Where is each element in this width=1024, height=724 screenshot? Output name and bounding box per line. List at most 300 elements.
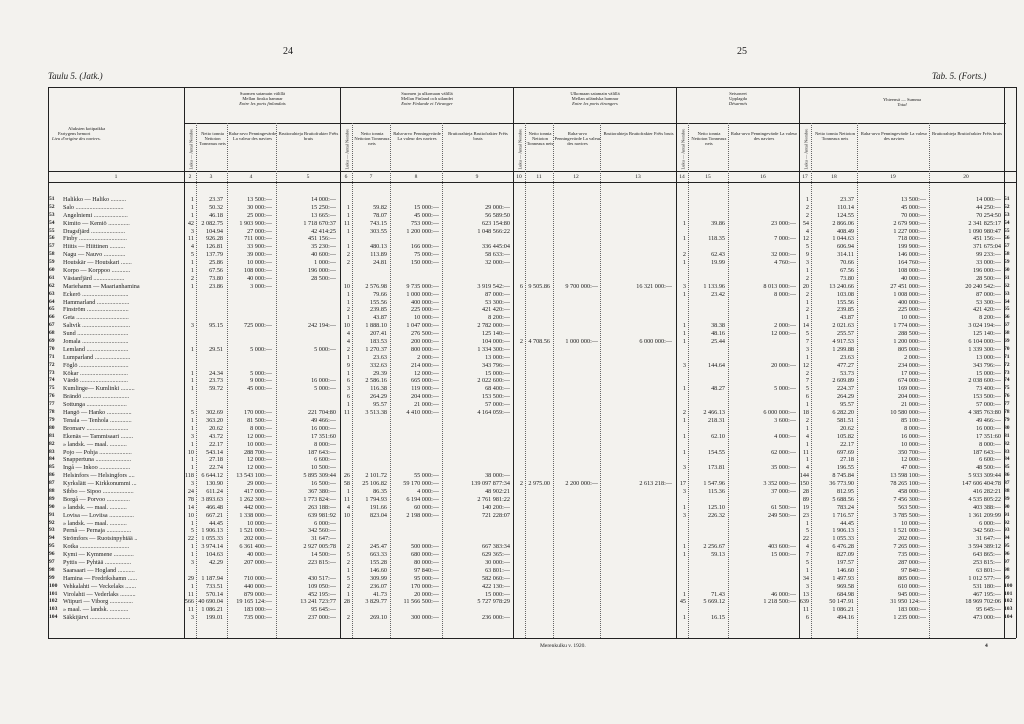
row-cell: 3 <box>682 487 686 495</box>
row-cell: 226.32 <box>707 511 725 519</box>
row-cell: 1 <box>682 290 686 298</box>
row-number-right: 86 <box>1004 472 1010 479</box>
row-place-name: Brändö .............................. <box>63 393 130 401</box>
row-cell: 5 895 309:44 <box>303 472 336 480</box>
row-cell: 1 521 000:— <box>239 527 272 535</box>
subheader-value: Raha-arvo Penningevärde La valeur des navires <box>393 131 441 142</box>
row-cell: 1 <box>190 282 194 290</box>
row-cell: 12 <box>802 235 809 243</box>
row-cell: 20.62 <box>209 424 223 432</box>
row-cell: 59 170 000:— <box>403 480 439 488</box>
row-number-right: 102 <box>1004 598 1013 605</box>
row-cell: 1 <box>682 448 686 456</box>
column-number: 3 <box>209 174 213 180</box>
row-cell: 1 <box>346 369 350 377</box>
row-number: 91 <box>49 511 55 518</box>
row-cell: 8 013 000:— <box>763 282 796 290</box>
row-place-name: Pernå — Pernaja ................ <box>63 527 132 535</box>
row-cell: 1 <box>190 424 194 432</box>
row-cell: 1 <box>805 353 809 361</box>
row-cell: 154.55 <box>707 448 725 456</box>
row-cell: 421 420:— <box>481 306 510 314</box>
row-cell: 5 <box>346 551 350 559</box>
table-row <box>48 559 1016 567</box>
column-number: 2 <box>188 174 192 180</box>
table-row <box>48 551 1016 559</box>
row-cell: 371 675:04 <box>972 243 1001 251</box>
column-number: 13 <box>635 174 641 180</box>
row-cell: 13 241 723:77 <box>300 598 336 606</box>
row-cell: 2 <box>519 338 523 346</box>
row-cell: 43.87 <box>840 314 854 322</box>
row-cell: 17 000:— <box>901 369 926 377</box>
row-cell: 1 <box>190 369 194 377</box>
row-cell: 9 735 000:— <box>406 282 439 290</box>
row-number: 58 <box>49 251 55 258</box>
row-cell: 118.35 <box>708 235 725 243</box>
row-cell: 10 500:— <box>311 464 336 472</box>
row-cell: 2 <box>346 345 350 353</box>
row-cell: 200 000:— <box>410 338 439 346</box>
row-number: 89 <box>49 495 55 502</box>
row-cell: 611.24 <box>206 487 223 495</box>
table-row <box>48 243 1016 251</box>
row-cell: 71.43 <box>711 590 725 598</box>
row-cell: 458 000:— <box>897 487 926 495</box>
row-cell: 146.60 <box>369 566 387 574</box>
table-row <box>48 291 1016 299</box>
row-cell: 11 <box>188 606 194 614</box>
row-cell: 1 000 000:— <box>565 338 598 346</box>
row-cell: 155.56 <box>836 298 854 306</box>
row-place-name: Kymi — Kymmene ............. <box>63 551 134 559</box>
group-rule-1 <box>185 123 340 124</box>
row-cell: 245.47 <box>369 543 387 551</box>
row-cell: 4 917.53 <box>832 338 854 346</box>
row-cell: 10 000:— <box>247 440 272 448</box>
row-cell: 35 230:— <box>311 243 336 251</box>
row-number: 53 <box>49 211 55 218</box>
row-place-name: Finby ............................... <box>63 235 127 243</box>
row-cell: 125 140:— <box>481 330 510 338</box>
row-cell: 403 388:— <box>972 503 1001 511</box>
row-cell: 153 500:— <box>481 393 510 401</box>
row-cell: 805 000:— <box>897 345 926 353</box>
row-cell: 1 <box>190 259 194 267</box>
row-cell: 5 933 309:44 <box>968 472 1001 480</box>
row-number-right: 95 <box>1004 543 1010 550</box>
row-cell: 3 <box>682 511 686 519</box>
row-cell: 236 000:— <box>481 614 510 622</box>
row-cell: 191.66 <box>369 503 387 511</box>
row-cell: 718 000:— <box>897 235 926 243</box>
row-cell: 332.63 <box>369 361 387 369</box>
table-row <box>48 575 1016 583</box>
row-cell: 4 <box>805 464 809 472</box>
row-cell: 566 <box>184 598 194 606</box>
row-number-right: 77 <box>1004 401 1010 408</box>
row-cell: 2 200 000:— <box>565 480 598 488</box>
table-row <box>48 449 1016 457</box>
row-cell: 59.72 <box>209 385 223 393</box>
row-cell: 416 282:21 <box>972 487 1001 495</box>
row-cell: 827.09 <box>836 551 854 559</box>
row-cell: 97 840:— <box>414 566 439 574</box>
row-place-name: Lemland ........................... <box>63 345 129 353</box>
row-cell: 367 380:— <box>307 487 336 495</box>
table-row <box>48 393 1016 401</box>
row-cell: 11 <box>344 219 350 227</box>
subheader-value: Raha-arvo Penningevärde La valeur des navires <box>860 131 928 142</box>
row-cell: 263 188:— <box>307 503 336 511</box>
row-place-name: Houtskär — Houtskari ....... <box>63 259 132 267</box>
row-cell: 10 000:— <box>901 519 926 527</box>
row-number-right: 71 <box>1004 353 1010 360</box>
row-number: 51 <box>49 196 55 202</box>
row-cell: 2 <box>346 614 350 622</box>
row-cell: 23 <box>802 511 809 519</box>
row-cell: 14 <box>802 322 809 330</box>
row-cell: 1 <box>346 590 350 598</box>
row-cell: 48.16 <box>711 330 725 338</box>
row-cell: 4 <box>805 227 809 235</box>
row-cell: 3 <box>190 558 194 566</box>
row-cell: 1 521 000:— <box>893 527 926 535</box>
row-cell: 44.45 <box>209 519 223 527</box>
origin-header-fi: Aluksien kotipaikka <box>68 126 106 131</box>
row-cell: 37 000:— <box>771 487 796 495</box>
row-cell: 2 038 600:— <box>968 377 1001 385</box>
row-number: 83 <box>49 448 55 455</box>
row-cell: 1 773 824:— <box>303 495 336 503</box>
row-cell: 45 000:— <box>414 211 439 219</box>
row-cell: 4 760:— <box>774 259 796 267</box>
row-cell: 29 <box>187 574 194 582</box>
row-number-right: 92 <box>1004 519 1010 526</box>
row-number: 77 <box>49 401 55 408</box>
row-cell: 54 <box>802 219 809 227</box>
row-cell: 1 <box>346 211 350 219</box>
row-cell: 629 365:— <box>481 551 510 559</box>
row-cell: 242 194:— <box>307 322 336 330</box>
row-cell: 1 888.10 <box>365 322 387 330</box>
table-row <box>48 235 1016 243</box>
row-cell: 336 445:04 <box>481 243 510 251</box>
column-number: 7 <box>369 174 373 180</box>
row-cell: 32 000:— <box>771 251 796 259</box>
row-cell: 255.57 <box>836 330 854 338</box>
row-cell: 4 708.56 <box>528 338 550 346</box>
row-cell: 2 <box>346 543 350 551</box>
row-cell: 1 <box>190 416 194 424</box>
row-cell: 28 <box>343 598 350 606</box>
row-cell: 1 <box>805 456 809 464</box>
row-cell: 47 000:— <box>901 464 926 472</box>
row-cell: 743.15 <box>369 219 387 227</box>
row-number-right: 78 <box>1004 409 1010 416</box>
row-cell: 2 <box>346 251 350 259</box>
row-cell: 6 <box>346 377 350 385</box>
table-bottom-rule <box>48 638 1016 639</box>
header-rule <box>48 171 1016 172</box>
row-cell: 8 200:— <box>979 314 1001 322</box>
row-number-right: 53 <box>1004 211 1010 218</box>
row-cell: 59.82 <box>373 203 387 211</box>
right-page-number: 25 <box>737 46 747 57</box>
row-number-right: 94 <box>1004 535 1010 542</box>
table-row <box>48 535 1016 543</box>
row-cell: 2 <box>805 416 809 424</box>
row-cell: 61 500:— <box>771 503 796 511</box>
row-cell: 2 <box>682 251 686 259</box>
row-place-name: Saarsaari — Hogland ........... <box>63 566 135 574</box>
table-row <box>48 314 1016 322</box>
left-caption: Taulu 5. (Jatk.) <box>48 71 103 81</box>
row-cell: 5 669.12 <box>703 598 725 606</box>
row-cell: 95 645:— <box>311 606 336 614</box>
row-cell: 2 679 900:— <box>893 219 926 227</box>
row-cell: 104.94 <box>205 227 223 235</box>
row-cell: 20 000:— <box>414 590 439 598</box>
subheader-tonnage: Netto tonnia Nettoton Tonneaux nets <box>354 131 390 147</box>
row-cell: 13 500:— <box>901 196 926 203</box>
row-cell: 1 055.33 <box>201 535 223 543</box>
table-row <box>48 385 1016 393</box>
row-number: 74 <box>49 377 55 384</box>
table-body <box>48 196 1016 622</box>
subheader-tonnage: Netto tonnia Nettoton Tonneaux nets <box>691 131 727 147</box>
subheader-gross-freight: Bruttorahteja Bruttofrakter Frêts bruts <box>931 131 1003 136</box>
row-cell: 2 <box>682 409 686 417</box>
row-place-name: Vehkalahti — Veckelaks ....... <box>63 582 137 590</box>
row-cell: 5 <box>805 385 809 393</box>
row-cell: 5 727 978:29 <box>477 598 510 606</box>
row-cell: 1 <box>682 338 686 346</box>
row-cell: 73.80 <box>840 274 854 282</box>
column-number: 4 <box>249 174 253 180</box>
row-cell: 451 156:— <box>972 235 1001 243</box>
row-number-right: 72 <box>1004 361 1010 368</box>
row-cell: 81 500:— <box>247 416 272 424</box>
row-cell: 639 <box>799 598 809 606</box>
row-cell: 12 <box>802 361 809 369</box>
table-row <box>48 496 1016 504</box>
row-cell: 1 716.57 <box>832 511 854 519</box>
row-cell: 1 <box>682 416 686 424</box>
row-cell: 239.85 <box>836 306 854 314</box>
row-cell: 14 000:— <box>311 196 336 203</box>
row-number: 69 <box>49 338 55 345</box>
table-row <box>48 306 1016 314</box>
row-number-right: 99 <box>1004 574 1010 581</box>
row-cell: 144.64 <box>707 361 725 369</box>
row-cell: 1 718 670:37 <box>303 219 336 227</box>
row-cell: 1 <box>190 211 194 219</box>
column-number: 16 <box>760 174 766 180</box>
row-cell: 8 745.84 <box>832 472 854 480</box>
row-cell: 1 <box>190 551 194 559</box>
row-cell: 11 <box>803 606 809 614</box>
row-cell: 23.37 <box>209 196 223 203</box>
row-cell: 1 339 300:— <box>968 345 1001 353</box>
group-rule-5 <box>800 123 1006 124</box>
group-fr: Entre Finlande et l'étranger <box>401 101 453 107</box>
row-cell: 113.89 <box>370 251 387 259</box>
row-number: 57 <box>49 243 55 250</box>
row-cell: 4 164 059:— <box>477 409 510 417</box>
row-cell: 2 <box>805 211 809 219</box>
row-cell: 137.79 <box>205 251 223 259</box>
row-cell: 28 500:— <box>311 274 336 282</box>
row-cell: 4 000:— <box>417 487 439 495</box>
row-cell: 27.18 <box>209 456 223 464</box>
row-cell: 6 600:— <box>314 456 336 464</box>
row-cell: 2 <box>346 259 350 267</box>
row-cell: 1 <box>346 243 350 251</box>
row-place-name: Borgå — Porvoo ............... <box>63 495 130 503</box>
row-cell: 48.27 <box>711 385 725 393</box>
row-cell: 10 000:— <box>901 314 926 322</box>
row-number: 72 <box>49 361 55 368</box>
row-cell: 9 700 000:— <box>565 282 598 290</box>
row-cell: 16 000:— <box>901 432 926 440</box>
table-row <box>48 370 1016 378</box>
row-number: 79 <box>49 416 55 423</box>
row-cell: 50.32 <box>209 203 223 211</box>
row-cell: 6 <box>805 614 809 622</box>
row-cell: 1 <box>190 345 194 353</box>
row-cell: 21 000:— <box>901 401 926 409</box>
column-number: 1 <box>114 174 118 180</box>
row-cell: 3 919 542:— <box>477 282 510 290</box>
row-cell: 11 <box>188 235 194 243</box>
row-cell: 6 <box>519 282 523 290</box>
row-cell: 58 633:— <box>485 251 510 259</box>
row-number: 63 <box>49 290 55 297</box>
row-number: 66 <box>49 314 55 321</box>
row-cell: 16 500:— <box>311 480 336 488</box>
row-cell: 202 000:— <box>243 535 272 543</box>
row-cell: 199 900:— <box>897 243 926 251</box>
row-cell: 103.08 <box>836 290 854 298</box>
row-cell: 225 000:— <box>897 306 926 314</box>
table-row <box>48 441 1016 449</box>
row-cell: 2 586.16 <box>365 377 387 385</box>
row-cell: 400 000:— <box>410 298 439 306</box>
row-cell: 3 513.38 <box>365 409 387 417</box>
row-cell: 25.44 <box>711 338 725 346</box>
row-cell: 2 021.63 <box>832 322 854 330</box>
row-cell: 1 338 000:— <box>239 511 272 519</box>
row-cell: 30 000:— <box>485 558 510 566</box>
row-cell: 2 <box>190 274 194 282</box>
row-cell: 14 500:— <box>311 551 336 559</box>
row-place-name: Hangö — Hanko ................ <box>63 409 132 417</box>
row-cell: 363.20 <box>205 416 223 424</box>
group-sv: Upplagda <box>729 96 747 102</box>
group-fr: Entre les ports finlandais <box>239 101 286 107</box>
row-place-name: Dragsfjärd ...................... <box>63 227 126 235</box>
row-cell: 3 594 389:12 <box>968 543 1001 551</box>
row-cell: 15 000:— <box>771 551 796 559</box>
row-cell: 85 100:— <box>901 416 926 424</box>
row-place-name: Hiitis — Hiittinen .......... <box>63 243 126 251</box>
row-cell: 249 500:— <box>767 511 796 519</box>
row-cell: 735 000:— <box>243 614 272 622</box>
row-cell: 4 <box>190 243 194 251</box>
row-cell: 1 <box>682 432 686 440</box>
row-cell: 1 <box>682 235 686 243</box>
table-row <box>48 330 1016 338</box>
row-cell: 21 000:— <box>414 401 439 409</box>
row-number-right: 82 <box>1004 440 1010 447</box>
row-cell: 5 000:— <box>250 345 272 353</box>
row-number-right: 80 <box>1004 424 1010 431</box>
group-fi: Seisoneet <box>729 91 747 96</box>
row-cell: 13 000:— <box>485 353 510 361</box>
row-cell: 2 609.89 <box>832 377 854 385</box>
row-cell: 40 000:— <box>247 274 272 282</box>
row-cell: 6 600:— <box>979 456 1001 464</box>
row-place-name: Föglö ................................ <box>63 361 129 369</box>
row-cell: 39 000:— <box>247 251 272 259</box>
row-cell: 623 154:80 <box>481 219 510 227</box>
row-cell: 6 194 000:— <box>406 495 439 503</box>
row-cell: 48 902:21 <box>485 487 510 495</box>
row-number: 92 <box>49 519 55 526</box>
subheader-value: Raha-arvo Penningevärde La valeur des navires <box>554 131 601 147</box>
row-cell: 105.82 <box>836 432 854 440</box>
row-cell: 3 <box>190 614 194 622</box>
row-cell: 45 000:— <box>901 203 926 211</box>
row-cell: 582 060:— <box>481 574 510 582</box>
row-cell: 125 140:— <box>972 330 1001 338</box>
row-cell: 3 <box>190 227 194 235</box>
row-number: 104 <box>49 614 58 621</box>
row-cell: 879 000:— <box>243 590 272 598</box>
row-cell: 680 000:— <box>410 551 439 559</box>
row-cell: 6 000 000:— <box>763 409 796 417</box>
row-cell: 1 <box>190 543 194 551</box>
row-cell: 10 <box>343 511 350 519</box>
row-cell: 18 969 702:06 <box>965 598 1001 606</box>
origin-header <box>52 126 182 142</box>
row-cell: 6 000:— <box>314 519 336 527</box>
row-cell: 783.24 <box>836 503 854 511</box>
row-cell: 170 000:— <box>410 582 439 590</box>
row-cell: 1 <box>682 322 686 330</box>
row-cell: 12 000:— <box>771 330 796 338</box>
table-row <box>48 488 1016 496</box>
row-number: 85 <box>49 464 55 471</box>
row-cell: 8 000:— <box>979 440 1001 448</box>
subheader-gross-freight: Bruttorahteja Bruttofrakter Frêts bruts <box>448 131 508 142</box>
row-cell: 187 643:— <box>307 448 336 456</box>
row-cell: 40 600:— <box>311 251 336 259</box>
subheader-count: Luku — Antal Nombre <box>517 128 523 170</box>
row-cell: 60 000:— <box>414 503 439 511</box>
row-cell: 342 560:— <box>307 527 336 535</box>
row-cell: 104 000:— <box>481 338 510 346</box>
row-number-right: 98 <box>1004 566 1010 573</box>
row-cell: 204 000:— <box>410 393 439 401</box>
row-cell: 150 000:— <box>410 259 439 267</box>
row-cell: 1 <box>682 614 686 622</box>
row-cell: 302.69 <box>205 409 223 417</box>
row-cell: 3 <box>805 582 809 590</box>
row-place-name: Kökar ............................... <box>63 369 128 377</box>
subheader-count: Luku — Antal Nombre <box>344 128 350 170</box>
